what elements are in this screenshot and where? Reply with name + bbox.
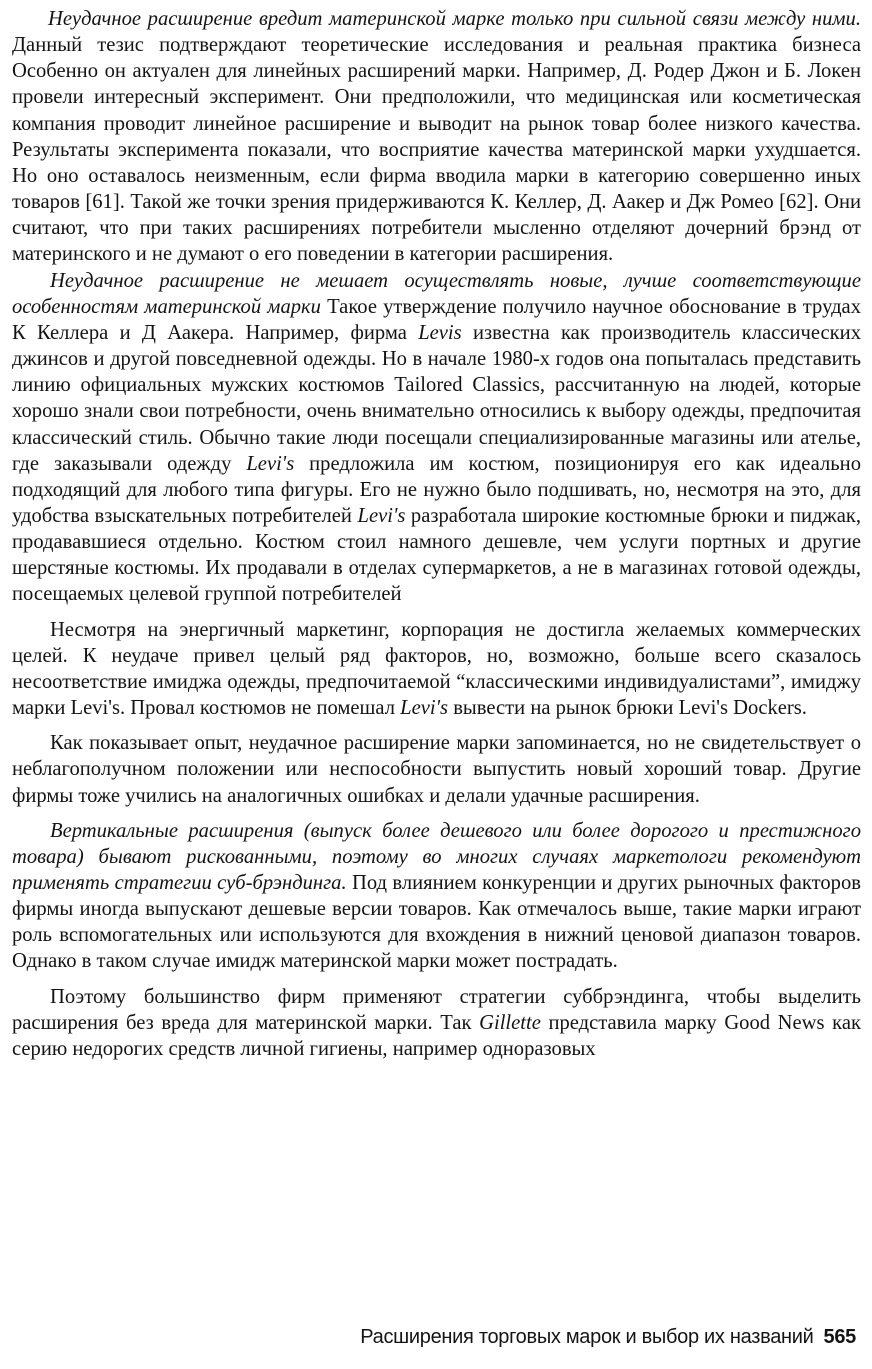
paragraph-text: представила марку Good News как серию недорогих средств личной гигиены, например одноразовых xyxy=(12,1011,861,1060)
paragraph-text: Такое утверждение получило научное обоснование в трудах К Келлера и Д Аакера. Например, фирма xyxy=(12,295,861,344)
brand-name: Levi's xyxy=(246,452,295,475)
paragraph-text: Данный тезис подтверждают теоретические исследования и реальная практика бизнеса Особенно он актуален для линейных расширений марки. Например, Д. Родер Джон и Б. Локен провели интересный эксперимент. Они предположили, что медицинская или косметическая компания проводит линейное расширение и выводит на рынок товар более низкого качества. Результаты эксперимента показали, что восприятие качества материнской марки ухудшается. Но оно оставалось неизменным, если фирма вводила марки в категорию совершенно иных товаров [61]. Такой же точки зрения придерживаются К. Келлер, Д. Аакер и Дж Ромео [62]. Они считают, что при таких расширениях потребители мысленно отделяют дочерний брэнд от материнского и не думают о его поведении в категории расширения. xyxy=(12,34,861,266)
paragraph-text: предложила им костюм, позиционируя его как идеально подходящий для любого типа фигуры. Его не нужно было подшивать, но, несмотря на это, для удобства взыскательных потребителей xyxy=(12,452,861,527)
paragraph-2 xyxy=(12,268,861,608)
body-text xyxy=(12,6,861,1062)
paragraph-1 xyxy=(12,6,861,268)
paragraph-text: Несмотря на энергичный маркетинг, корпорация не достигла желаемых коммерческих целей. К неудаче привел целый ряд факторов, но, возможно, больше всего сказалось несоответствие имиджа одежды, предпочитаемой “классическими индивидуалистами”, имиджу марки Levi's. Провал костюмов не помешал xyxy=(12,618,861,720)
paragraph-3 xyxy=(12,617,861,722)
paragraph-4 xyxy=(12,730,861,808)
paragraph-text: Как показывает опыт, неудачное расширение марки запоминается, но не свидетельствует о неблагополучном положении или неспособности выпустить новый хороший товар. Другие фирмы тоже учились на аналогичных ошибках и делали удачные расширения. xyxy=(12,732,861,807)
paragraph-text: Поэтому большинство фирм применяют стратегии суббрэндинга, чтобы выделить расширения без вреда для материнской марки. Так xyxy=(12,985,861,1034)
running-title: Расширения торговых марок и выбор их названий xyxy=(360,1326,814,1348)
brand-name: Levis xyxy=(418,321,462,344)
brand-name: Levi's xyxy=(357,504,406,527)
page-footer xyxy=(360,1326,856,1349)
brand-name: Levi's xyxy=(400,697,449,720)
thesis-lead: Вертикальные расширения (выпуск более дешевого или более дорогого и престижного товара) бывают рискованными, поэтому во многих случаях маркетологи рекомендуют применять стратегии суб-брэндинга. xyxy=(12,819,861,894)
paragraph-text: известна как производитель классических джинсов и другой повседневной одежды. Но в начале 1980-х годов она попыталась представить линию официальных мужских костюмов Tailored Classics, рассчитанную на людей, которые хорошо знали свои потребности, очень внимательно относились к выбору одежды, предпочитая классический стиль. Обычно такие люди посещали специализированные магазины или ателье, где заказывали одежду xyxy=(12,321,861,475)
thesis-lead: Неудачное расширение вредит материнской марке только при сильной связи между ними. xyxy=(48,8,861,30)
paragraph-5 xyxy=(12,818,861,975)
paragraph-text: Под влиянием конкуренции и других рыночных факторов фирмы иногда выпускают дешевые версии товаров. Как отмечалось выше, такие марки играют роль вспомогательных или используются для вхождения в нижний ценовой диапазон товаров. Однако в таком случае имидж материнской марки может пострадать. xyxy=(12,872,861,973)
paragraph-6 xyxy=(12,984,861,1062)
thesis-lead: Неудачное расширение не мешает осуществлять новые, лучше соответствующие особенностям материнской марки xyxy=(12,269,861,318)
page-number: 565 xyxy=(823,1326,856,1348)
paragraph-text: разработала широкие костюмные брюки и пиджак, продававшиеся отдельно. Костюм стоил намного дешевле, чем услуги портных и другие шерстяные костюмы. Их продавали в отделах супермаркетов, а не в магазинах готовой одежды, посещаемых целевой группой потребителей xyxy=(12,504,862,606)
paragraph-text: вывести на рынок брюки Levi's Dockers. xyxy=(448,697,807,720)
brand-name: Gillette xyxy=(479,1011,541,1034)
